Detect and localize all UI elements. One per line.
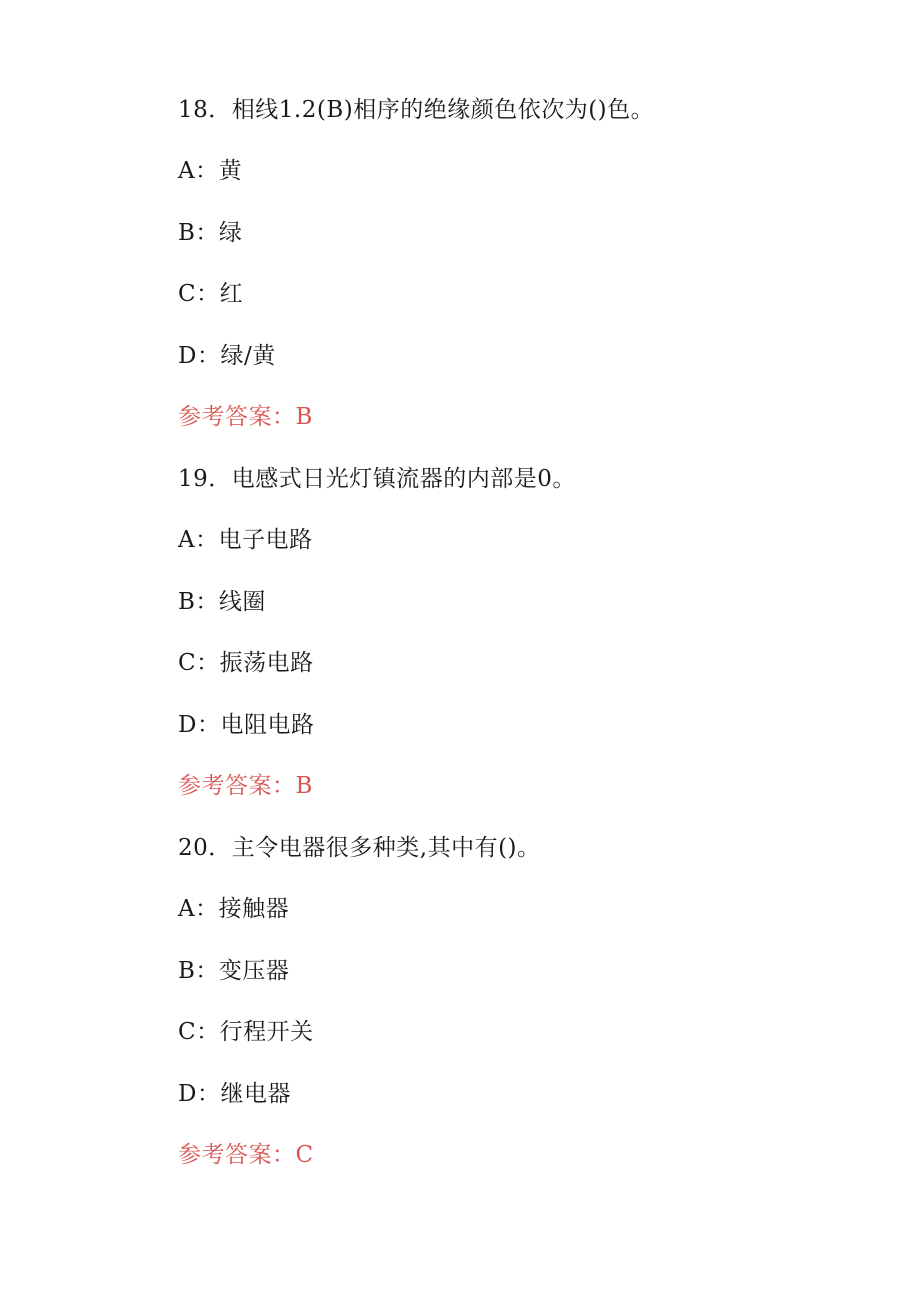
question-stem: 19．电感式日光灯镇流器的内部是0。 xyxy=(178,466,576,492)
option-a: A：接触器 xyxy=(178,896,290,922)
option-d: D：继电器 xyxy=(178,1081,291,1107)
option-d: D：绿/黄 xyxy=(178,343,276,369)
option-d: D：电阻电路 xyxy=(178,712,315,738)
option-c: C：振荡电路 xyxy=(178,650,314,676)
question-stem: 18．相线1.2(B)相序的绝缘颜色依次为()色。 xyxy=(178,97,655,123)
reference-answer: 参考答案：B xyxy=(178,773,313,799)
reference-answer: 参考答案：B xyxy=(178,404,313,430)
option-b: B：绿 xyxy=(178,220,243,246)
question-stem: 20．主令电器很多种类,其中有()。 xyxy=(178,835,541,861)
option-a: A：黄 xyxy=(178,158,243,184)
reference-answer: 参考答案：C xyxy=(178,1142,314,1168)
option-b: B：线圈 xyxy=(178,589,266,615)
option-a: A：电子电路 xyxy=(178,527,313,553)
option-b: B：变压器 xyxy=(178,958,290,984)
option-c: C：红 xyxy=(178,281,244,307)
option-c: C：行程开关 xyxy=(178,1019,314,1045)
